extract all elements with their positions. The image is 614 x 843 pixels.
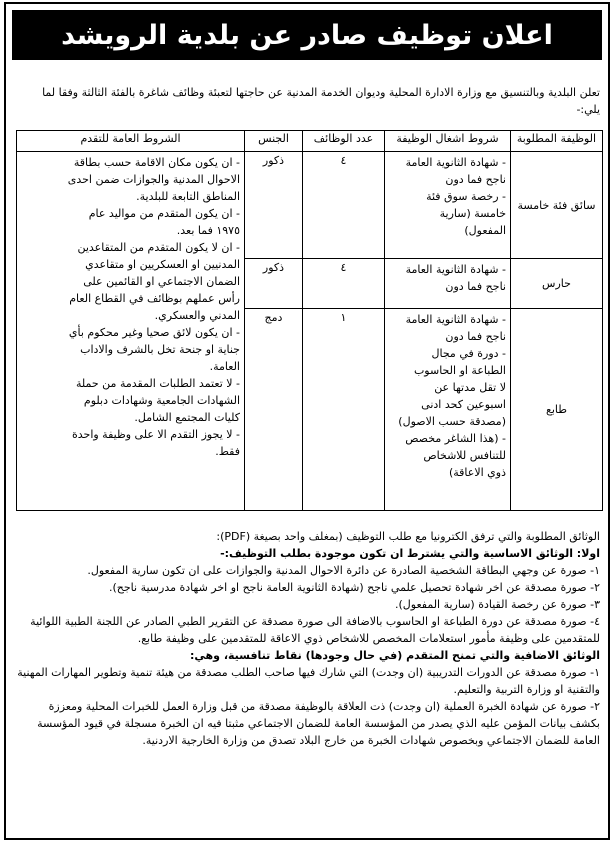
job-gender: ذكور <box>245 259 303 309</box>
header-count: عدد الوظائف <box>303 131 385 152</box>
condition-line: خامسة (سارية <box>439 207 506 220</box>
condition-line: (مصدقة حسب الاصول) <box>398 415 506 428</box>
general-condition-line: المناطق التابعة للبلدية. <box>136 190 240 203</box>
jobs-table <box>16 130 603 511</box>
general-condition-line: الاحوال المدنية والجوازات ضمن احدى <box>67 173 240 186</box>
job-gender: ذكور <box>245 152 303 259</box>
general-condition-line: جناية او جنحة تخل بالشرف والاداب <box>80 343 240 356</box>
general-condition-line: رأس عملهم بوظائف في القطاع العام <box>69 292 240 305</box>
condition-line: - شهادة الثانوية العامة <box>405 156 506 169</box>
job-title: طابع <box>511 309 603 511</box>
condition-line: ناجح فما دون <box>445 280 506 293</box>
general-condition-line: - لا تعتمد الطلبات المقدمة من حملة <box>75 377 240 390</box>
job-conditions <box>385 309 511 511</box>
general-condition-line: فقط. <box>215 445 240 458</box>
basic-document-item: ٣- صورة عن رخصة القيادة (سارية المفعول). <box>395 598 600 611</box>
general-condition-line: المدني والعسكري. <box>154 309 240 322</box>
general-conditions <box>17 152 245 511</box>
job-count: ٤ <box>303 259 385 309</box>
condition-line: ذوي الاعاقة) <box>448 466 506 479</box>
table-header-row <box>17 131 603 152</box>
job-count: ١ <box>303 309 385 511</box>
basic-document-item: ١- صورة عن وجهي البطاقة الشخصية الصادرة عن دائرة الاحوال المدنية والجوازات على ان تكون سارية المفعول. <box>87 564 600 577</box>
general-condition-line: ١٩٧٥ فما بعد. <box>176 224 240 237</box>
table-row <box>17 152 603 259</box>
condition-line: - دورة في مجال <box>431 347 506 360</box>
basic-documents-heading: اولا: الوثائق الاساسية والتي يشترط ان تكون موجودة بطلب التوظيف:- <box>220 547 600 560</box>
condition-line: المفعول) <box>464 224 506 237</box>
general-condition-line: كليات المجتمع الشامل. <box>134 411 240 424</box>
general-condition-line: الشهادات الجامعية وشهادات دبلوم <box>83 394 240 407</box>
condition-line: - شهادة الثانوية العامة <box>405 263 506 276</box>
condition-line: لا تقل مدتها عن <box>434 381 506 394</box>
basic-document-item: ٢- صورة مصدقة عن اخر شهادة تحصيل علمي ناجح (شهادة الثانوية العامة ناجح او اخر شهادة مدرسية ناجح). <box>108 581 600 594</box>
condition-line: الطباعة او الحاسوب <box>413 364 506 377</box>
job-announcement <box>4 2 610 840</box>
header-conditions: شروط اشغال الوظيفة <box>385 131 511 152</box>
general-condition-line: المدنيين او العسكريين او متقاعدي <box>85 258 240 271</box>
announcement-title: اعلان توظيف صادر عن بلدية الرويشد <box>12 10 602 60</box>
job-conditions <box>385 259 511 309</box>
general-condition-line: العامة. <box>209 360 240 373</box>
general-condition-line: - لا يجوز التقدم الا على وظيفة واحدة <box>71 428 240 441</box>
general-condition-line: الضمان الاجتماعي او القائمين على <box>83 275 240 288</box>
condition-line: - (هذا الشاغر مخصص <box>405 432 506 445</box>
job-count: ٤ <box>303 152 385 259</box>
condition-line: - رخصة سوق فئة <box>426 190 506 203</box>
general-condition-line: - ان لا يكون المتقدم من المتقاعدين <box>77 241 240 254</box>
header-general-conditions: الشروط العامة للتقدم <box>17 131 245 152</box>
general-condition-line: - ان يكون لائق صحيا وغير محكوم بأي <box>68 326 240 339</box>
condition-line: - شهادة الثانوية العامة <box>405 313 506 326</box>
header-job: الوظيفة المطلوبة <box>511 131 603 152</box>
job-gender: دمج <box>245 309 303 511</box>
general-condition-line: - ان يكون مكان الاقامة حسب بطاقة <box>73 156 240 169</box>
documents-intro: الوثائق المطلوبة والتي ترفق الكترونيا مع طلب التوظيف (بمغلف واحد بصيغة (PDF): <box>216 530 600 543</box>
basic-document-item: ٤- صورة مصدقة عن دورة الطباعة او الحاسوب بالاضافة الى صورة مصدقة عن التقرير الطبي الصادر عن اللجنة الطبية اللوائية للمتقدمين على وظيفة مأمور استعلامات المخصص للاشخاص ذوي الاعاقة للمتقدمين على وظيفة طابع. <box>30 615 600 645</box>
extra-document-item: ٢- صورة عن شهادة الخبرة العملية (ان وجدت) ذت العلاقة بالوظيفة مصدقة من قبل وزارة العمل للخبرات المحلية ومعززة بكشف بيانات المؤمن عليه الذي يصدر من المؤسسة العامة للضمان الاجتماعي مثبتا فيه ان الخبرة مسجلة في قيود المؤسسة العامة للضمان الاجتماعي وبخصوص شهادات الخبرة من خارج البلاد تصدق من وزارة الخارجية الاردنية. <box>37 700 600 747</box>
condition-line: ناجح فما دون <box>445 330 506 343</box>
job-title: سائق فئة خامسة <box>511 152 603 259</box>
header-gender: الجنس <box>245 131 303 152</box>
condition-line: للتنافس للاشخاص <box>423 449 506 462</box>
job-title: حارس <box>511 259 603 309</box>
intro-paragraph: تعلن البلدية وبالتنسيق مع وزارة الادارة المحلية وديوان الخدمة المدنية عن حاجتها لتعبئة وظائف شاغرة بالفئة الثالثة وفقا لما يلي:- <box>42 86 600 116</box>
extra-document-item: ١- صورة مصدقة عن الدورات التدريبية (ان وجدت) التي شارك فيها صاحب الطلب مصدقة من هيئة تنمية وتطوير المهارات المهنية والتقنية او وزارة التربية والتعليم. <box>17 666 600 696</box>
job-conditions <box>385 152 511 259</box>
extra-documents-heading: الوثائق الاضافية والتي تمنح المتقدم (في حال وجودها) نقاط تنافسية، وهي: <box>190 649 600 662</box>
general-condition-line: - ان يكون المتقدم من مواليد عام <box>88 207 240 220</box>
required-documents <box>16 528 600 749</box>
condition-line: اسبوعين كحد ادنى <box>421 398 506 411</box>
condition-line: ناجح فما دون <box>445 173 506 186</box>
